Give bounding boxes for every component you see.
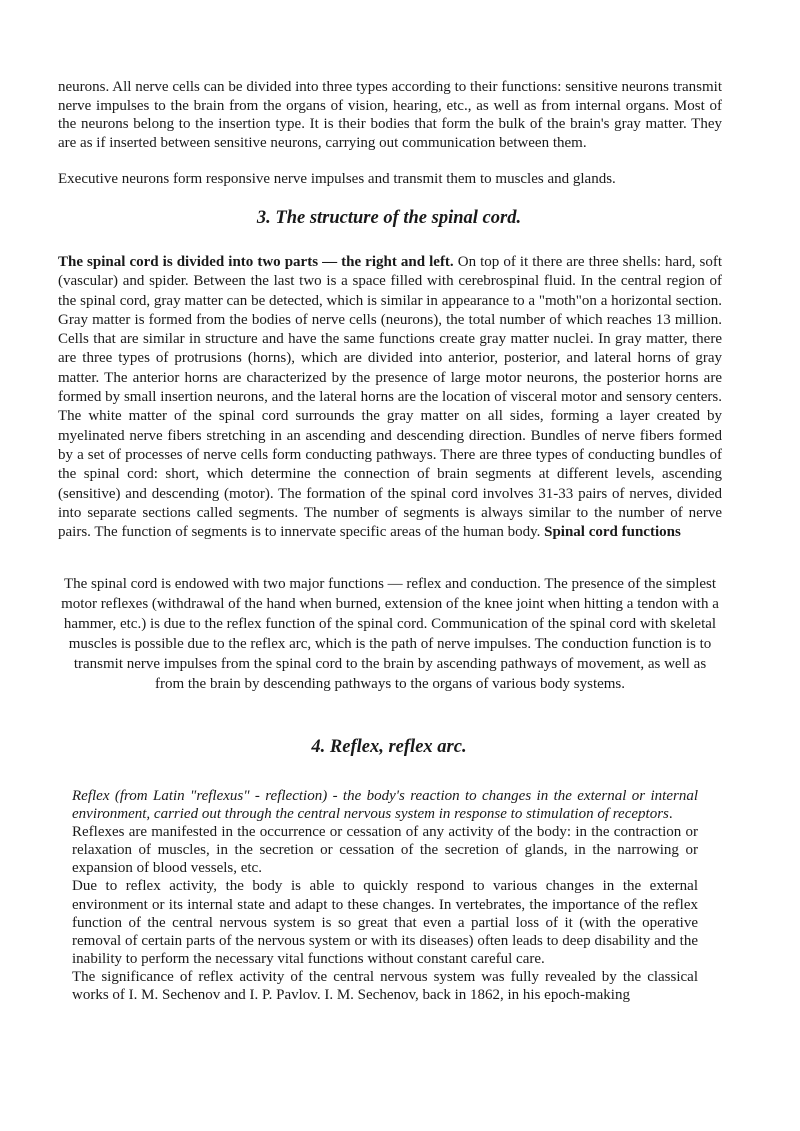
reflex-definition-end: . [668,806,673,823]
spinal-cord-functions-paragraph: The spinal cord is endowed with two major functions — reflex and conduction. The presence of the simplest motor reflexes (withdrawal of the hand when burned, extension of the knee joint when hitting a tendon with a hammer, etc.) is due to the reflex function of the spinal cord. Communication of the spinal cord with skeletal muscles is possible due to the reflex arc, which is the path of nerve impulses. The conduction function is to transmit nerve impulses from the spinal cord to the brain by ascending pathways of movement, as well as from the brain by descending pathways to the organs of various body systems. [61,576,719,693]
reflex-significance-paragraph: The significance of reflex activity of the central nervous system was fully revealed by the classical works of I. M. Sechenov and I. P. Pavlov. I. M. Sechenov, back in 1862, in his epoch-making [72,968,698,1004]
reflex-activity-paragraph: Due to reflex activity, the body is able to quickly respond to various changes in the external environment or its internal state and adapt to these changes. In vertebrates, the importance of the reflex function of the central nervous system is so great that even a partial loss of it (with the operative removal of certain parts of the nervous system or with its diseases) often leads to deep disability and the inability to perform the necessary vital functions without constant careful care. [72,878,698,967]
reflex-arc-heading: 4. Reflex, reflex arc. [311,737,467,757]
reflex-definition-paragraph [72,787,698,823]
neuron-types-paragraph: neurons. All nerve cells can be divided into three types according to their functions: sensitive neurons transmit nerve impulses to the brain from the organs of vision, hearing, etc., as well as from internal organs. Most of the neurons belong to the insertion type. It is their bodies that form the bulk of the brain's gray matter. They are as if inserted between sensitive neurons, carrying out communication between them. [58,79,722,151]
spinal-cord-functions-title: Spinal cord functions [544,524,681,541]
spinal-cord-lead-bold: The spinal cord is divided into two parts — the right and left. [58,254,454,270]
executive-neurons-paragraph: Executive neurons form responsive nerve impulses and transmit them to muscles and glands. [58,171,616,187]
reflex-manifestation-paragraph: Reflexes are manifested in the occurrence or cessation of any activity of the body: in the contraction or relaxation of muscles, in the secretion or cessation of the secretion of glands, in the narrowing or expansion of blood vessels, etc. [72,824,698,877]
spinal-cord-body-text: On top of it there are three shells: hard, soft (vascular) and spider. Between the last two is a space filled with cerebrospinal fluid. In the central region of the spinal cord, gray matter can be detected, which is similar in appearance to a "moth"on a horizontal section. Gray matter is formed from the bodies of nerve cells (neurons), the total number of which reaches 13 million. Cells that are similar in structure and have the same functions create gray matter nuclei. In gray matter, there are three types of protrusions (horns), which are divided into anterior, posterior, and lateral horns of gray matter. The anterior horns are characterized by the presence of large motor neurons, the posterior horns are formed by small insertion neurons, and the lateral horns are the location of visceral motor and sensory centers. The white matter of the spinal cord surrounds the gray matter on all sides, forming a layer created by myelinated nerve fibers stretching in an ascending and descending direction. Bundles of nerve fibers formed by a set of processes of nerve cells form conducting pathways. There are three types of conducting bundles of the spinal cord: short, which determine the connection of brain segments at different levels, ascending (sensitive) and descending (motor). The formation of the spinal cord involves 31-33 pairs of nerves, divided into separate sections called segments. The number of segments is always similar to the number of nerve pairs. The function of segments is to innervate specific areas of the human body. [58,254,722,541]
spinal-cord-heading: 3. The structure of the spinal cord. [256,208,522,228]
spinal-cord-structure-paragraph [58,253,722,542]
reflex-definition-italic: Reflex (from Latin "reflexus" - reflection) - the body's reaction to changes in the external or internal environment, carried out through the central nervous system in response to stimulation of receptors [72,788,698,823]
reflex-section-body [72,787,698,1004]
